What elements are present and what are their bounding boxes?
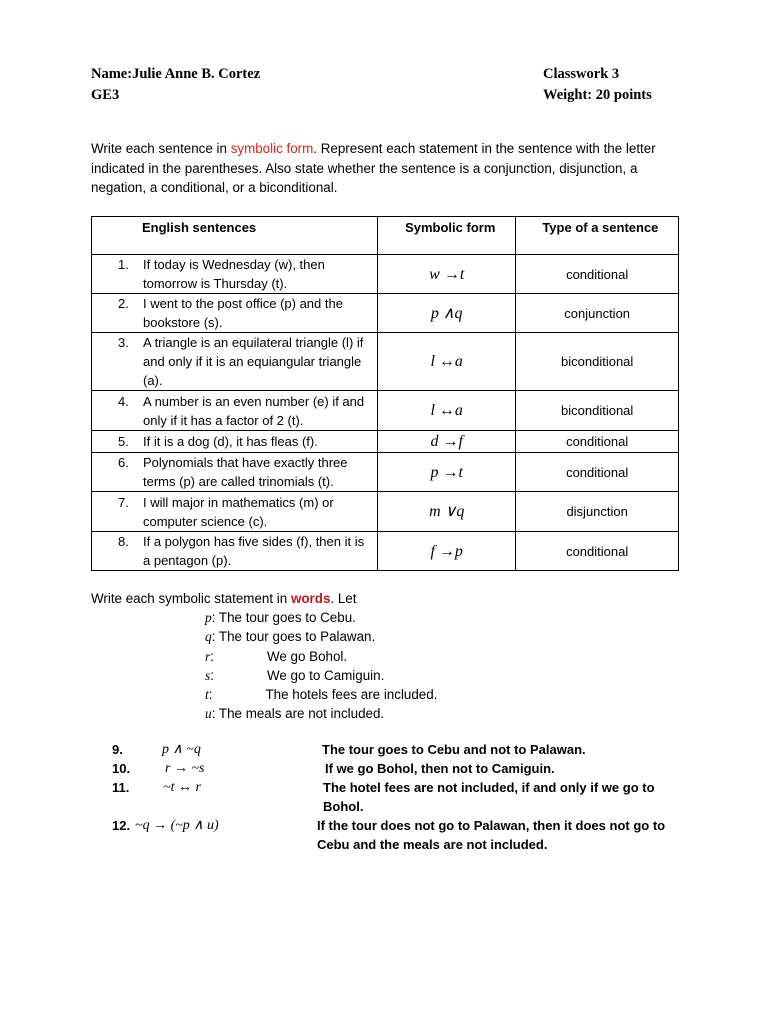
course-code: GE3	[91, 87, 120, 103]
sentence-wrap	[92, 432, 377, 451]
symbolic-form-cell: m ∨q	[378, 492, 516, 532]
sentence-wrap	[92, 493, 377, 531]
answer-expression: ~q → (~p ∧ u)	[135, 818, 219, 833]
definition-variable: s	[205, 667, 211, 683]
answer-words: If we go Bohol, then not to Camiguin.	[325, 761, 555, 776]
answer-item	[112, 816, 692, 854]
answer-expression: ~t ↔ r	[163, 780, 201, 795]
sentence-text: I went to the post office (p) and the bookstore (s).	[143, 296, 343, 330]
definition-text: : The tour goes to Palawan.	[211, 629, 376, 645]
words-instructions	[91, 589, 356, 608]
sentence-number: 3.	[118, 335, 129, 350]
sentence-cell	[92, 532, 378, 571]
instructions-text-end: . Represent each statement in the sentence with the letter indicated in the parentheses. Also state whether the sentence is a conjunction, disjunction, a negation, a conditional, or a biconditional.	[91, 141, 656, 195]
answer-expression: p ∧ ~q	[162, 742, 201, 757]
words-highlight: words	[290, 591, 331, 606]
definition-item	[205, 647, 437, 666]
table-row	[92, 453, 679, 492]
answer-expression: r → ~s	[165, 761, 205, 776]
sentence-type-cell: conditional	[516, 532, 679, 571]
symbolic-form-cell: d →f	[378, 431, 516, 453]
sentence-type-cell: biconditional	[516, 391, 679, 431]
sentence-type-cell: disjunction	[516, 492, 679, 532]
definition-variable: q	[205, 629, 212, 645]
instructions-paragraph	[91, 139, 691, 198]
table-row	[92, 391, 679, 431]
sentence-type-cell: biconditional	[516, 333, 679, 391]
definition-item	[205, 685, 437, 704]
variable-definitions	[205, 608, 437, 724]
table-header-row	[92, 217, 679, 255]
answer-item	[112, 759, 692, 778]
definition-item	[205, 666, 437, 685]
sentence-cell	[92, 255, 378, 294]
sentence-text: If today is Wednesday (w), then tomorrow is Thursday (t).	[143, 257, 325, 291]
definition-item	[205, 627, 437, 646]
sentence-number: 8.	[118, 534, 129, 549]
answer-words: The hotel fees are not included, if and only if we go to Bohol.	[323, 780, 655, 814]
symbolic-form-cell: w →t	[378, 255, 516, 294]
sentence-text: If it is a dog (d), it has fleas (f).	[143, 434, 318, 449]
instructions-highlight: symbolic form	[230, 141, 314, 156]
header-type: Type of a sentence	[516, 217, 679, 255]
sentence-number: 4.	[118, 393, 129, 409]
answer-number: 11.	[112, 780, 130, 795]
definition-text: : The meals are not included.	[211, 706, 385, 722]
definition-text-2: The hotels fees are included.	[265, 687, 438, 703]
definition-text: : The tour goes to Cebu.	[211, 610, 356, 625]
document-header	[91, 64, 661, 106]
table-row	[92, 431, 679, 453]
sentence-wrap	[92, 453, 377, 491]
sentence-number: 7.	[118, 494, 129, 510]
sentence-wrap	[92, 532, 377, 570]
table-row	[92, 294, 679, 333]
symbolic-form-cell: l ↔a	[378, 391, 516, 431]
answer-words: The tour goes to Cebu and not to Palawan.	[322, 742, 586, 757]
weight-label: Weight: 20 points	[543, 87, 652, 103]
symbolic-form-cell: l ↔a	[378, 333, 516, 391]
sentence-text: A number is an even number (e) if and only if it has a factor of 2 (t).	[143, 393, 365, 428]
sentence-cell	[92, 391, 378, 431]
definition-text: :	[210, 648, 214, 664]
sentence-type-cell: conditional	[516, 431, 679, 453]
sentence-wrap	[92, 392, 377, 430]
table-row	[92, 333, 679, 391]
sentence-wrap	[92, 255, 377, 293]
sentence-type-cell: conditional	[516, 453, 679, 492]
table-row	[92, 255, 679, 294]
header-english-sentences: English sentences	[92, 217, 378, 255]
definition-text-2: We go Bohol.	[266, 648, 348, 664]
student-name: Name:Julie Anne B. Cortez	[91, 66, 261, 82]
definition-variable: u	[205, 706, 212, 722]
symbolic-form-cell: f →p	[378, 532, 516, 571]
sentence-cell	[92, 333, 378, 391]
definition-variable: r	[205, 648, 211, 664]
sentence-text: I will major in mathematics (m) or computer science (c).	[143, 494, 334, 529]
definition-variable: t	[205, 687, 209, 703]
words-text-start: Write each symbolic statement in	[91, 591, 291, 606]
header-symbolic-form: Symbolic form	[378, 217, 516, 255]
definition-item	[205, 608, 437, 627]
answer-item	[112, 778, 692, 816]
answer-words: If the tour does not go to Palawan, then it does not go to Cebu and the meals are not included.	[317, 818, 666, 852]
definition-text: :	[208, 687, 213, 703]
words-text-end: . Let	[330, 591, 357, 606]
answer-item	[112, 740, 692, 759]
instructions-text-start: Write each sentence in	[91, 141, 231, 156]
sentence-wrap	[92, 333, 377, 390]
classwork-title: Classwork 3	[543, 66, 620, 82]
sentence-type-cell: conjunction	[516, 294, 679, 333]
definition-text: :	[210, 667, 214, 683]
sentence-cell	[92, 453, 378, 492]
sentence-number: 6.	[118, 455, 129, 470]
sentence-cell	[92, 492, 378, 532]
table-row	[92, 532, 679, 571]
sentences-table	[91, 216, 679, 571]
sentence-number: 2.	[118, 296, 129, 311]
symbolic-form-cell: p →t	[378, 453, 516, 492]
sentence-cell	[92, 294, 378, 333]
sentence-text: Polynomials that have exactly three terms (p) are called trinomials (t).	[143, 455, 348, 489]
answer-number: 9.	[112, 742, 123, 757]
sentence-wrap	[92, 294, 377, 332]
sentence-text: A triangle is an equilateral triangle (l) if and only if it is an equiangular triangle (a).	[143, 335, 364, 388]
sentence-number: 1.	[118, 257, 129, 272]
answers-list	[112, 740, 692, 854]
symbolic-form-cell: p ∧q	[378, 294, 516, 333]
answer-number: 12.	[112, 818, 131, 833]
definition-variable: p	[205, 610, 212, 625]
definition-item	[205, 704, 437, 723]
sentence-number: 5.	[118, 434, 129, 449]
answer-number: 10.	[112, 761, 131, 776]
sentence-type-cell: conditional	[516, 255, 679, 294]
sentence-text: If a polygon has five sides (f), then it is a pentagon (p).	[143, 534, 365, 568]
table-row	[92, 492, 679, 532]
definition-text-2: We go to Camiguin.	[266, 667, 385, 683]
sentence-cell	[92, 431, 378, 453]
